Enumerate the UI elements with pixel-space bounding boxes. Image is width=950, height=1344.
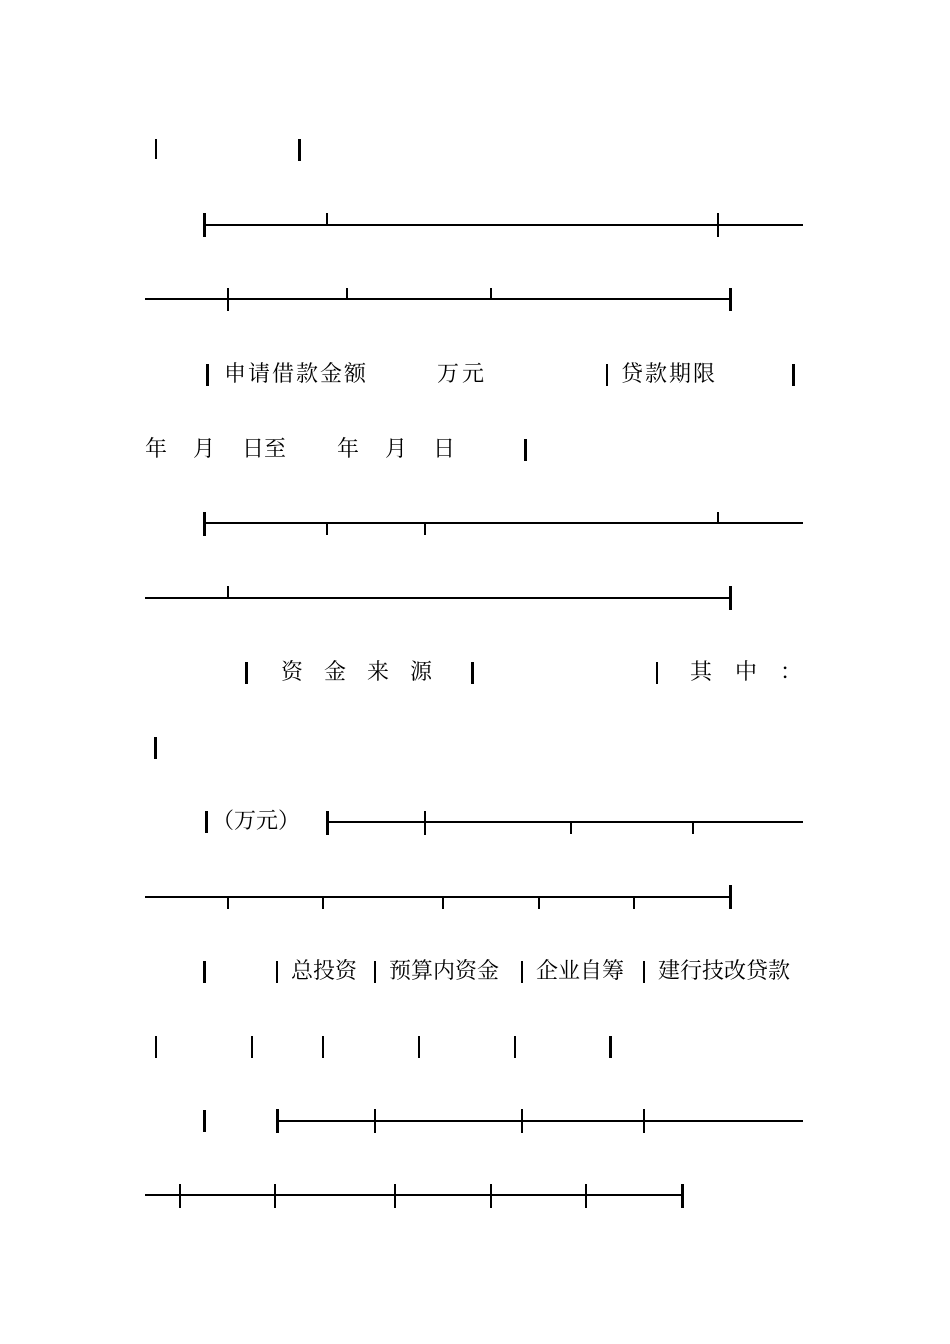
cell-border (471, 662, 474, 684)
of-which-label: 其 中 ： (690, 660, 810, 685)
horizontal-rule (145, 896, 731, 898)
cell-border (206, 364, 209, 386)
cell-border (205, 811, 208, 833)
rule-left-end (203, 512, 206, 536)
cell-border (514, 1036, 516, 1058)
horizontal-rule (145, 298, 731, 300)
cell-border (251, 1036, 253, 1058)
rule-tick (227, 288, 229, 311)
cell-border (155, 1036, 157, 1058)
loan-term-label: 贷款期限 (621, 362, 718, 387)
horizontal-rule (205, 224, 803, 226)
rule-tick (490, 1184, 492, 1208)
rule-tick (326, 213, 328, 225)
self-raised-header: 企业自筹 (536, 959, 625, 984)
rule-left-end (326, 811, 329, 835)
rule-tick (643, 1109, 645, 1133)
rule-right-end (729, 288, 732, 311)
cell-border (643, 961, 645, 983)
total-investment-header: 总投资 (291, 959, 358, 984)
cell-border (524, 439, 527, 461)
cell-border (606, 364, 608, 386)
date-year-start: 年 (145, 437, 168, 462)
cell-border (203, 1110, 206, 1132)
rule-tick (274, 1184, 276, 1208)
cell-border (656, 662, 658, 684)
cell-border (245, 662, 248, 684)
date-day-start: 日至 (242, 437, 287, 462)
rule-tick (326, 523, 328, 535)
rule-tick (538, 897, 540, 909)
loan-amount-label: 申请借款金额 (224, 362, 369, 387)
cell-border (203, 961, 206, 983)
cell-border (298, 139, 301, 161)
amount-unit: 万元 (437, 362, 488, 387)
cell-border (154, 737, 157, 759)
horizontal-rule (328, 821, 803, 823)
rule-right-end (729, 586, 732, 610)
rule-tick (346, 288, 348, 299)
unit-label: （万元） (212, 809, 301, 834)
date-year-end: 年 (337, 437, 360, 462)
rule-tick (442, 897, 444, 909)
cell-border (276, 961, 278, 983)
rule-tick (585, 1184, 587, 1208)
cell-border (155, 139, 157, 159)
cell-border (418, 1036, 420, 1058)
horizontal-rule (145, 1194, 684, 1196)
rule-tick (374, 1109, 376, 1133)
rule-tick (424, 811, 426, 835)
cell-border (792, 364, 795, 386)
rule-tick (717, 512, 719, 523)
rule-tick (717, 213, 719, 237)
rule-tick (179, 1184, 181, 1208)
cell-border (521, 961, 523, 983)
cell-border (609, 1036, 612, 1058)
horizontal-rule (145, 597, 731, 599)
horizontal-rule (205, 522, 803, 524)
rule-right-end (729, 885, 732, 909)
rule-tick (424, 523, 426, 535)
horizontal-rule (278, 1120, 803, 1122)
rule-tick (322, 897, 324, 909)
funds-source-label: 资 金 来 源 (281, 660, 439, 685)
ccb-loan-header: 建行技改贷款 (658, 959, 791, 984)
date-month-start: 月 (193, 437, 216, 462)
rule-tick (227, 586, 229, 598)
rule-tick (570, 822, 572, 834)
cell-border (374, 961, 376, 983)
rule-right-end (681, 1184, 684, 1208)
budget-funds-header: 预算内资金 (389, 959, 500, 984)
date-month-end: 月 (385, 437, 408, 462)
rule-tick (692, 822, 694, 834)
date-day-end: 日 (433, 437, 456, 462)
cell-border (322, 1036, 324, 1058)
rule-tick (227, 897, 229, 909)
rule-tick (394, 1184, 396, 1208)
rule-tick (490, 288, 492, 299)
rule-tick (521, 1109, 523, 1133)
rule-tick (633, 897, 635, 909)
